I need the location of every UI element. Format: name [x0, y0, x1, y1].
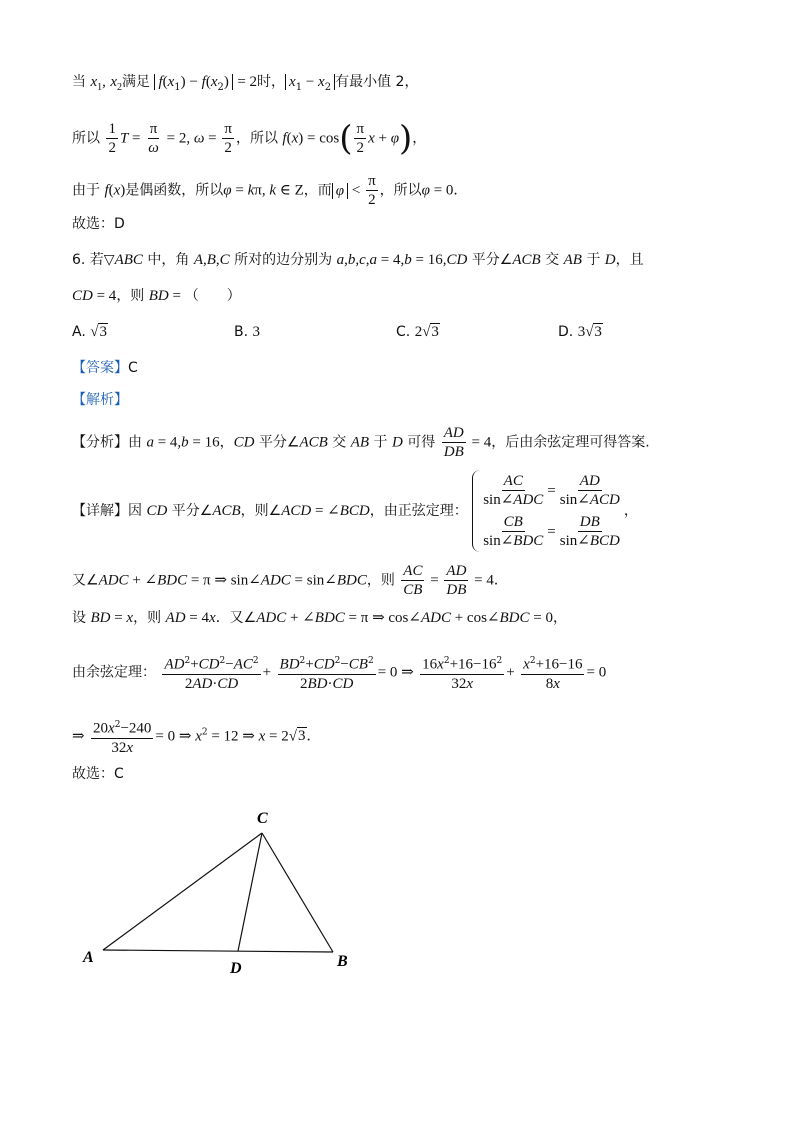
choose-c-line: 故选：C: [72, 766, 124, 782]
point-label-c: C: [257, 810, 268, 827]
question-6-line-1: 6. 若▽ABC 中，角 A,B,C 所对的边分别为 a,b,c,a = 4,b = 16,CD 平分∠ACB 交 AB 于 D，且: [72, 252, 644, 268]
point-label-a: A: [83, 949, 94, 966]
fenxi-line: 【分析】由 a = 4,b = 16，CD 平分∠ACB 交 AB 于 D 可得 $\frac{AD}{DB}$ = 4，后由余弦定理可得答案.: [72, 425, 650, 460]
answer-label: 【答案】C: [72, 360, 138, 376]
bisector-cd: [238, 833, 262, 951]
side-ab: [103, 950, 333, 952]
you-line: 又∠ADC + ∠BDC = π ⇒ sin∠ADC = sin∠BDC，则 $\frac{AC}{CB}$ = $\frac{AD}{DB}$ = 4．: [72, 563, 508, 598]
analysis-label: 【解析】: [72, 392, 128, 408]
solution-line-3: 由于 f(x)是偶函数，所以φ = kπ, k ∈ Z，而 φ < $\frac{\pi}{2}$ ，所以φ = 0．: [72, 173, 468, 208]
side-bc: [262, 833, 333, 952]
option-c: C. 2√3: [396, 324, 439, 340]
option-b: B. 3: [234, 324, 261, 340]
final-line: ⇒ $\frac{20x^2-240}{32x}$ = 0 ⇒ $x^2 = 12$ ⇒ x = 2√3．: [72, 716, 321, 757]
xiangjie-line: 【详解】因 CD 平分∠ACB，则∠ACD = ∠BCD，由正弦定理： $\frac{AC}{\text{sin∠ADC}}$ = $\frac{AD}{\text{sin∠ACD}}$ $\frac{CB}{\text{sin∠BDC}}$ = $\frac{DB}{\text{sin∠BCD}}$ ，: [72, 470, 638, 552]
side-ac: [103, 833, 262, 950]
solution-line-1: 当 $x_1$, $x_2$满足 $f(x_1) - f(x_2) = 2$时， $x_1 - x_2$ 有最小值 2，: [72, 74, 419, 93]
triangle-figure: [70, 800, 390, 990]
she-line: 设 BD = x，则 AD = 4x．又∠ADC + ∠BDC = π ⇒ cos∠ADC + cos∠BDC = 0，: [72, 610, 567, 626]
option-a: A. √3: [72, 324, 107, 340]
sine-law-system: $\frac{AC}{\text{sin∠ADC}}$ = $\frac{AD}{\text{sin∠ACD}}$ $\frac{CB}{\text{sin∠BDC}}$ = $\frac{DB}{\text{sin∠BCD}}$: [472, 470, 624, 552]
point-label-b: B: [337, 953, 348, 970]
question-6-line-2: CD = 4，则 BD = （ ）: [72, 288, 241, 304]
choose-d-line: 故选：D: [72, 216, 125, 232]
point-label-d: D: [230, 960, 242, 977]
option-d: D. 3√3: [558, 324, 602, 340]
solution-line-2: 所以 $\frac{1}{2}$ T = $\frac{\pi}{\omega}$ = 2, ω = $\frac{\pi}{2}$ ，所以 f(x) = cos( $\frac{\pi}{2}$ x + φ)，: [72, 118, 427, 159]
cosine-law-line: 由余弦定理： $\frac{AD^2+CD^2-AC^2}{2AD\cdot CD}$ + $\frac{BD^2+CD^2-CB^2}{2BD\cdot CD}$ = 0 ⇒ $\frac{16x^2+16-16^2}{32x}$ + $\frac{x^2+16-16}{8x}$ = 0: [72, 652, 606, 693]
